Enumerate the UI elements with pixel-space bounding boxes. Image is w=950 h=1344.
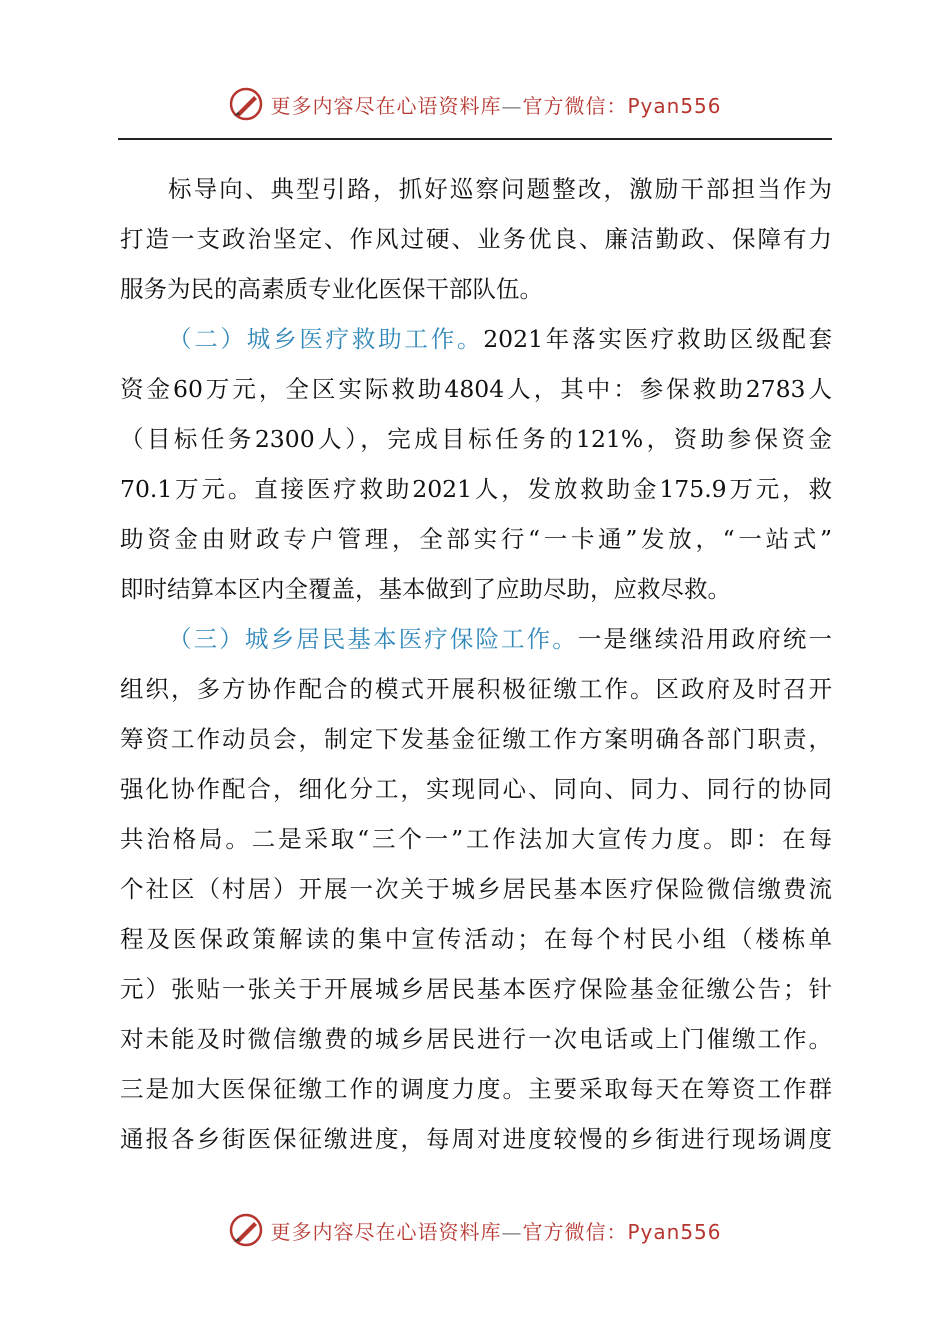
footer-banner <box>0 1208 950 1252</box>
document-body <box>120 164 832 1164</box>
banner-account: Pyan556 <box>627 93 722 118</box>
paragraph-line: 资金60万元，全区实际救助4804人，其中：参保救助2783人 <box>120 375 832 403</box>
paragraph-line: （目标任务2300人），完成目标任务的121%，资助参保资金 <box>120 425 832 453</box>
section2-first-rest: 2021年落实医疗救助区级配套 <box>483 325 832 353</box>
banner-official: 官方微信： <box>522 1219 628 1244</box>
header-rule <box>118 138 832 140</box>
section2-heading: （二）城乡医疗救助工作。 <box>168 325 484 353</box>
paragraph-line: 强化协作配合，细化分工，实现同心、同向、同力、同行的协同 <box>120 775 832 803</box>
banner-separator: — <box>501 1219 523 1244</box>
banner-separator: — <box>501 93 523 118</box>
paragraph-line: 组织，多方协作配合的模式开展积极征缴工作。区政府及时召开 <box>120 675 832 703</box>
section2-first-line <box>120 314 832 364</box>
section3-first-line <box>120 614 832 664</box>
paragraph-line: 三是加大医保征缴工作的调度力度。主要采取每天在筹资工作群 <box>120 1075 832 1103</box>
paragraph-line: 服务为民的高素质专业化医保干部队伍。 <box>120 275 543 303</box>
paragraph-line: 个社区（村居）开展一次关于城乡居民基本医疗保险微信缴费流 <box>120 875 832 903</box>
paragraph-line: 对未能及时微信缴费的城乡居民进行一次电话或上门催缴工作。 <box>120 1025 832 1053</box>
banner-text <box>270 1216 721 1245</box>
banner-title: 更多内容尽在心语资料库 <box>270 1219 502 1244</box>
banner-account: Pyan556 <box>627 1219 722 1244</box>
paragraph-line: 70.1万元。直接医疗救助2021人，发放救助金175.9万元，救 <box>120 475 832 503</box>
header-banner <box>0 82 950 126</box>
section3-first-rest: 一是继续沿用政府统一 <box>577 625 832 653</box>
banner-title: 更多内容尽在心语资料库 <box>270 93 502 118</box>
section3-heading: （三）城乡居民基本医疗保险工作。 <box>168 625 578 653</box>
paragraph-line: 元）张贴一张关于开展城乡居民基本医疗保险基金征缴公告；针 <box>120 975 832 1003</box>
banner-official: 官方微信： <box>522 93 628 118</box>
pen-logo-icon <box>228 1212 264 1248</box>
paragraph-line: 共治格局。二是采取“三个一”工作法加大宣传力度。即：在每 <box>120 825 832 853</box>
pen-logo-icon <box>228 86 264 122</box>
paragraph-line: 即时结算本区内全覆盖，基本做到了应助尽助，应救尽救。 <box>120 575 731 603</box>
paragraph-line: 通报各乡街医保征缴进度，每周对进度较慢的乡街进行现场调度 <box>120 1125 832 1153</box>
paragraph-line: 打造一支政治坚定、作风过硬、业务优良、廉洁勤政、保障有力 <box>120 225 832 253</box>
banner-text <box>270 90 721 119</box>
paragraph-line: 标导向、典型引路，抓好巡察问题整改，激励干部担当作为 <box>168 175 832 203</box>
paragraph-line: 助资金由财政专户管理，全部实行“一卡通”发放，“一站式” <box>120 525 832 553</box>
paragraph-line: 筹资工作动员会，制定下发基金征缴工作方案明确各部门职责， <box>120 725 832 753</box>
paragraph-line: 程及医保政策解读的集中宣传活动；在每个村民小组（楼栋单 <box>120 925 832 953</box>
